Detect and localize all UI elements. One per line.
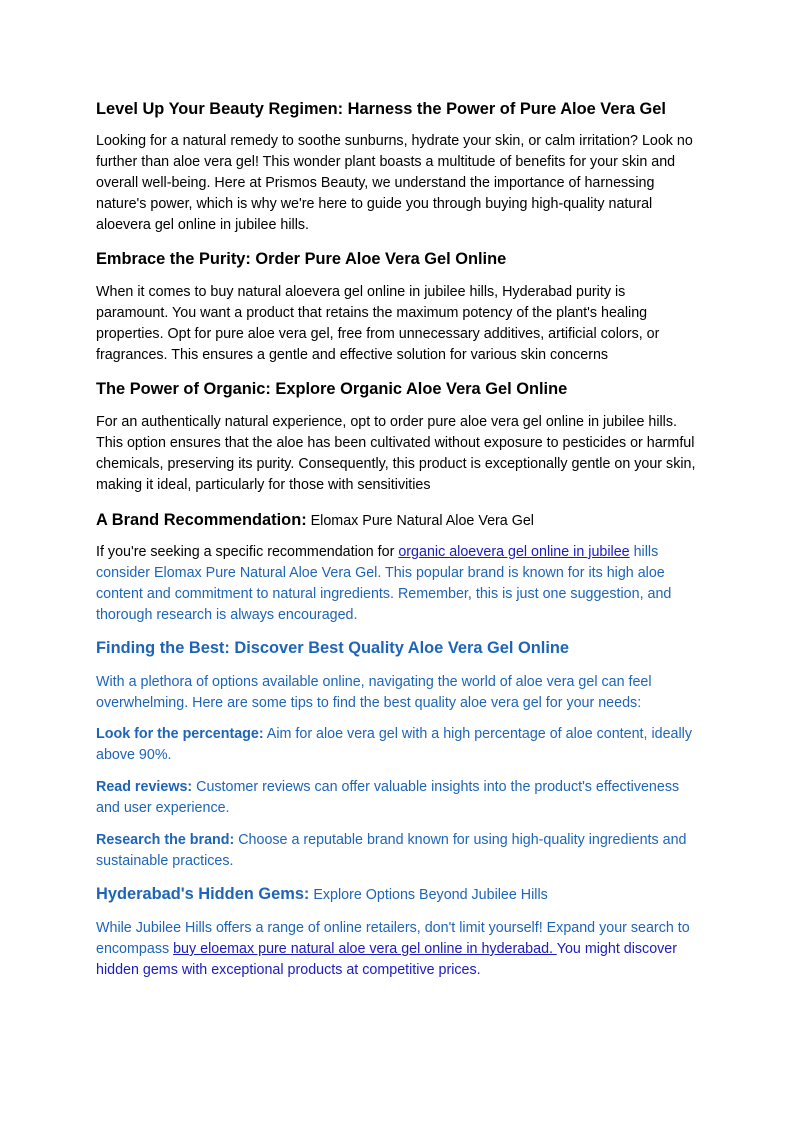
- hidden-gems-lead: While Jubilee Hills offers a range of online retailers, don't limit yourself! Expand your search to encompass: [96, 920, 690, 957]
- organic-paragraph: For an authentically natural experience, opt to order pure aloe vera gel online in jubilee hills. This option ensures that the aloe has been cultivated without exposure to pesticides or harmful chemicals, preserving its purity. Consequently, this product is exceptionally gentle on your skin, making it ideal, particularly for those with sensitivities: [96, 414, 696, 493]
- hidden-gems-paragraph: [96, 918, 696, 981]
- brand-paragraph-rest: hills consider Elomax Pure Natural Aloe Vera Gel. This popular brand is known for its high aloe content and commitment to natural ingredients. Remember, this is just one suggestion, and thorough research is always encouraged.: [96, 544, 672, 623]
- organic-aloevera-link[interactable]: organic aloevera gel online in jubilee: [398, 544, 630, 560]
- best-paragraph: With a plethora of options available online, navigating the world of aloe vera gel can feel overwhelming. Here are some tips to find the best quality aloe vera gel for your needs:: [96, 674, 652, 711]
- tip-text: Customer reviews can offer valuable insights into the product's effectiveness and user experience.: [96, 779, 680, 816]
- purity-paragraph: When it comes to buy natural aloevera gel online in jubilee hills, Hyderabad purity is paramount. You want a product that retains the maximum potency of the plant's healing properties. Opt for pure aloe vera gel, free from unnecessary additives, artificial colors, or fragrances. This ensures a gentle and effective solution for various skin concerns: [96, 284, 660, 363]
- section-heading-brand: [96, 509, 696, 532]
- brand-paragraph-lead: If you're seeking a specific recommendation for: [96, 544, 399, 560]
- tip-label: Look for the percentage:: [96, 726, 264, 742]
- section-heading-hidden-gems: [96, 883, 696, 906]
- tip-percentage: [96, 724, 696, 766]
- hidden-gems-heading-rest: Explore Options Beyond Jubilee Hills: [309, 887, 548, 903]
- tip-text: Choose a reputable brand known for using high-quality ingredients and sustainable practices.: [96, 832, 687, 869]
- buy-eloemax-link[interactable]: buy eloemax pure natural aloe vera gel online in hyderabad.: [173, 941, 557, 957]
- brand-heading-bold: A Brand Recommendation:: [96, 511, 307, 529]
- tip-reviews: [96, 777, 696, 819]
- tip-text: Aim for aloe vera gel with a high percentage of aloe content, ideally above 90%.: [96, 726, 693, 763]
- brand-paragraph: [96, 542, 696, 626]
- tip-label: Read reviews:: [96, 779, 193, 795]
- section-heading-best: Finding the Best: Discover Best Quality Aloe Vera Gel Online: [96, 639, 570, 657]
- main-heading: Level Up Your Beauty Regimen: Harness the Power of Pure Aloe Vera Gel: [96, 100, 666, 118]
- hidden-gems-heading-bold: Hyderabad's Hidden Gems:: [96, 885, 310, 903]
- section-heading-purity: Embrace the Purity: Order Pure Aloe Vera Gel Online: [96, 250, 507, 268]
- hidden-gems-rest: You might discover hidden gems with exceptional products at competitive prices.: [96, 941, 678, 978]
- tip-label: Research the brand:: [96, 832, 235, 848]
- tip-brand: [96, 830, 696, 872]
- intro-paragraph: Looking for a natural remedy to soothe sunburns, hydrate your skin, or calm irritation? Look no further than aloe vera gel! This wonder plant boasts a multitude of benefits for your skin and overall well-being. Here at Prismos Beauty, we understand the importance of harnessing nature's power, which is why we're here to guide you through buying high-quality natural aloevera gel online in jubilee hills.: [96, 133, 693, 233]
- section-heading-organic: The Power of Organic: Explore Organic Aloe Vera Gel Online: [96, 380, 568, 398]
- brand-heading-rest: Elomax Pure Natural Aloe Vera Gel: [306, 513, 534, 529]
